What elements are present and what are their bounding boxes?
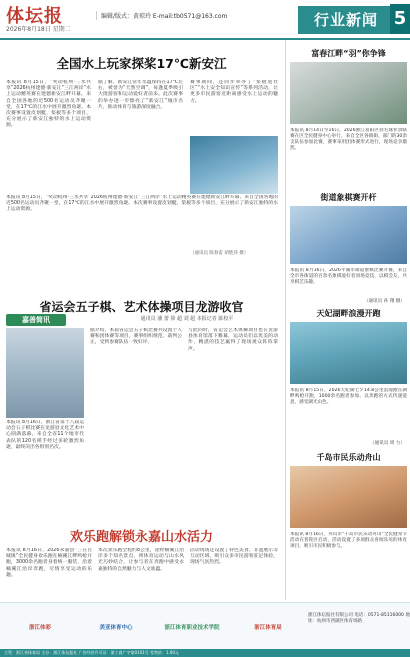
footer-contact: 浙江体坛报社有限公司 电话：0571-85116000 地址：杭州市西湖区体育场路 [308,613,410,624]
ad-sports-center[interactable]: 美亚体育中心 [99,625,133,631]
article1-continuation: 本报讯 8月15日，“奖动杭州·三水共享”2026杭州建德·新安江“三江两岸”水上运动精英赛在建德新安江畔开幕，来自全国各地的近500名运动员齐聚一堂，在17℃的江水中展开激烈角逐。本次赛事设置皮划艇、桨板等多个项目，充分展示了新安江独特的水上运动资源。 [6,195,278,213]
article1-caption: （通讯员 陈春雷 胡胜萍 摄） [190,251,249,256]
article3-col1: 本报讯 8月16日，2026永嘉县“三在百城镇”全民健身欢乐跑在楠溪江畔鸣枪开跑，3000余名跑者身着统一服装，沿着楠溪江沿岸奔跑，尽情享受运动的乐趣。 [6,548,92,578]
sidebar3-caption: （通讯员 周 力） [369,441,405,446]
article3-col3: 活动现场还设置了特色美食、非遗展示等互动区域，吸引众多市民游客驻足体验，现场气氛热烈。 [190,548,278,566]
page-number: 5 [390,4,410,34]
sidebar4-headline: 千岛市民乐动舟山 [316,453,381,462]
fitness-event-photo [290,466,407,528]
sidebar3-body: 本报讯 8月15日，2026天妃湖七夕14.8公里浪漫跑在湖畔鸣枪开跑，1000余名跑者参加，以奔跑的方式传递爱意，感受湖光山色。 [290,388,407,405]
article2-badge: 嘉善简讯 [6,314,66,326]
ad-lottery[interactable]: 浙江体彩 [28,625,51,631]
sidebar2-body: 本报讯 8月16日，2026平湖市街道象棋比赛开赛，来自全市各街道的百余名象棋爱好者同场竞技，以棋会友，共享棋艺乐趣。 [290,268,407,285]
masthead [0,0,410,40]
kayak-photo [190,136,278,194]
sidebar1-headline: 富春江畔“羽”你争锋 [311,49,386,58]
footer-ads [0,602,410,657]
article2-col1: 本报讯 8月16日，浙江省第十八届运动会五子棋比赛在龙游县文化艺术中心圆满落幕。来自全省11个地市代表队的120名棋手经过多轮激烈角逐，最终决出各组别名次。 [6,420,84,450]
footer-strip: 主管：浙江省体育局 主办：浙江体坛报社 广告经营许可证：浙工商广字第0101号 零售价：1.00元 [0,649,410,657]
sidebar [285,40,410,600]
chess-hall-photo [290,206,407,264]
article2-col2: 据介绍，本届省运会五子棋比赛共设置个人赛和团体赛等项目，赛事组织规范、裁判公正，受到参赛队伍一致好评。 [90,328,182,346]
sidebar4-body: 本报讯 8月16日，舟山市“千岛市民乐动舟山”全民健身节活动在普陀区启动，活动设置了多项群众喜闻乐见的体育项目，吸引市民积极参与。 [290,532,407,549]
article1-col2: 据了解，新安江常年水温保持在17℃左右，被誉为“天然空调”，每逢夏季吸引大批游客和运动爱好者前来。此次赛事的举办进一步擦亮了“新安江”城市名片，推动体育与旅游深度融合。 [98,80,183,110]
issue-date: 2026年8月18日 星期二 [6,26,71,33]
article1-headline: 全国水上玩家探桨17℃新安江 [56,56,227,71]
sidebar2-caption: （通讯员 孙 翔 摄） [363,299,405,304]
sidebar3-headline: 天妃湖畔浪漫开跑 [316,309,381,318]
article1-col1: 本报讯 8月15日，“奖动杭州·三水共享”2026杭州建德·新安江“三江两岸”水上运动精英赛在建德新安江畔开幕，来自全国各地的近500名运动员齐聚一堂，在17℃的江水中展开激烈角逐。本次赛事设置皮划艇、桨板等多个项目，充分展示了新安江独特的水上运动资源。 [6,80,91,129]
article2-headline: 省运会五子棋、艺术体操项目龙游收官 [39,300,244,314]
section-title: 行业新闻 [314,11,379,29]
chess-photo [6,328,84,418]
sidebar2-headline: 街道象棋赛开杆 [320,193,377,202]
newspaper-logo: 体坛报 [6,6,63,27]
article2-col3: 与此同时，省运会艺术体操项目也在龙游县体育馆落下帷幕，运动员们以优美的动作、精湛的技艺赢得了现场观众阵阵掌声。 [188,328,278,352]
lake-run-photo [290,322,407,384]
ad-sports-college[interactable]: 浙江体育职业技术学院 [164,625,220,631]
editor-info: 编辑/版式：黄琼玲 E-mail:tb0571@163.com [96,11,227,20]
badminton-photo [290,62,407,124]
ad-sports-bureau[interactable]: 浙江体育局 [254,625,282,631]
article2-byline: 通讯员 潘 蕾 徐 超 刘 超 本报记者 陈校平 [140,316,234,322]
article1-col3: 赛事期间，还同步举办了“桨板进社区”“水上安全知识宣传”等系列活动，让更多市民游客近距离感受水上运动的魅力。 [190,80,278,104]
sidebar1-body: 本报讯 8月14日至16日，2026浙江富阳区羽毛球业余联赛在区全民健身中心举行，来自全区各镇街、部门的30余支队伍参加比赛，赛事采用团体赛形式进行，现场竞争激烈。 [290,128,407,151]
article3-col2: 本次欢乐跑全程约8公里，途经楠溪江沿岸多个知名景点，将体育运动与山水风光巧妙结合，让参与者在奔跑中感受永嘉独特的自然魅力与人文底蕴。 [98,548,184,572]
article3-headline: 欢乐跑解锁永嘉山水活力 [69,530,213,545]
